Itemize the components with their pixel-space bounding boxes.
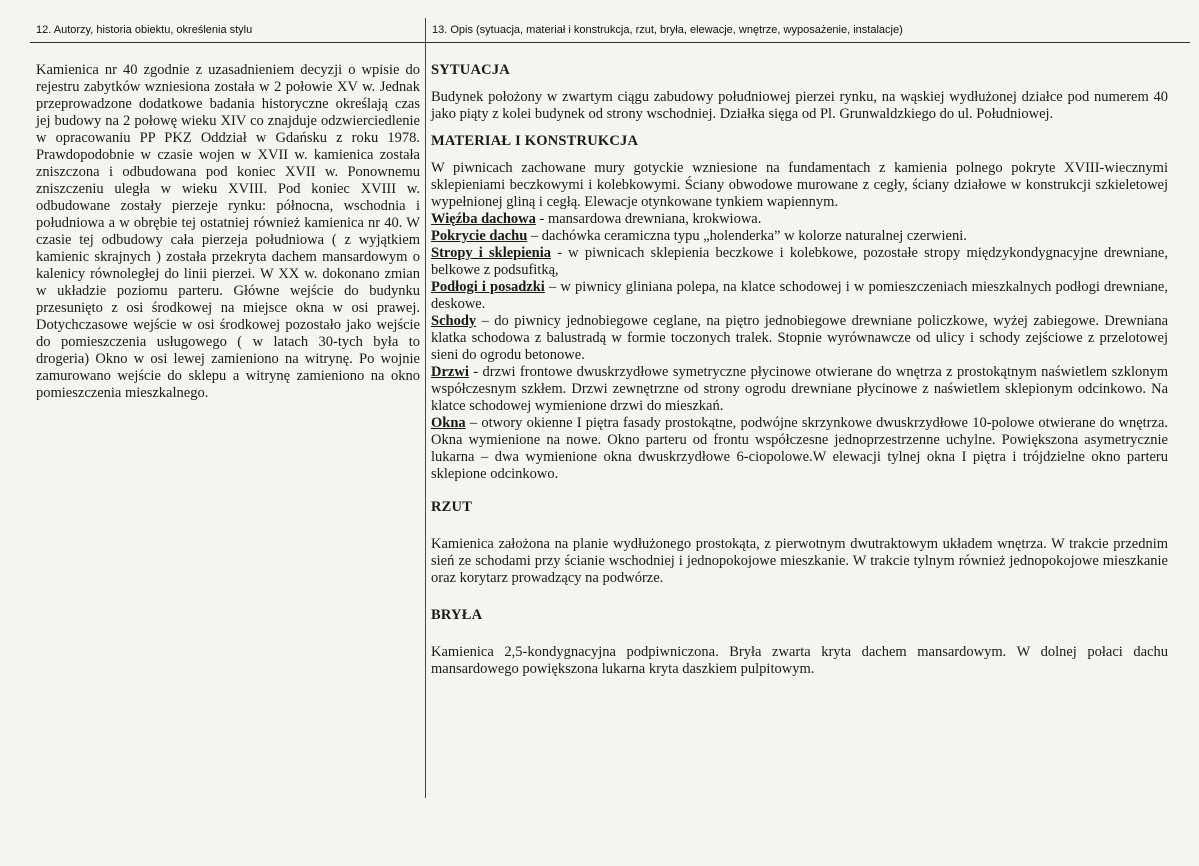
item-term: Pokrycie dachu	[431, 228, 528, 244]
section-title-sytuacja: SYTUACJA	[431, 62, 510, 78]
item-term: Więźba dachowa	[431, 211, 536, 227]
section-title-material: MATERIAŁ I KONSTRUKCJA	[431, 133, 639, 149]
item-term: Stropy i sklepienia	[431, 245, 552, 261]
item-term: Okna	[431, 415, 466, 431]
item-text: - w piwnicach sklepienia beczkowe i kolebkowe, pozostałe stropy międzykondygnacyjne drewniane, belkowe z podsufitką,	[431, 245, 1168, 278]
sytuacja-text: Budynek położony w zwartym ciągu zabudowy południowej pierzei rynku, na wąskiej wydłużonej działce pod numerem 40 jako piąty z kolei budynek od strony wschodniej. Działka sięga od Pl. Grunwaldzkiego do ul. Południowej.	[431, 89, 1168, 122]
column-divider	[425, 18, 426, 798]
item-schody	[431, 313, 1168, 364]
header-rule	[30, 42, 1190, 43]
item-drzwi	[431, 364, 1168, 415]
item-okna	[431, 415, 1168, 483]
item-podlogi	[431, 279, 1168, 313]
header-description: 13. Opis (sytuacja, materiał i konstrukcja, rzut, bryła, elewacje, wnętrze, wyposażenie, instalacje)	[432, 24, 903, 36]
item-wiezba	[431, 211, 1168, 228]
description-column	[431, 62, 1168, 688]
item-text: – do piwnicy jednobiegowe ceglane, na piętro jednobiegowe drewniane policzkowe, wyżej zabiegowe. Drewniana klatka schodowa z balustradą w formie toczonych tralek. Stopnie wyrównawcze od ulicy i schody zejściowe z przelotowej sieni do ogrodu betonowe.	[431, 313, 1168, 363]
section-title-bryla: BRYŁA	[431, 607, 483, 623]
section-title-rzut: RZUT	[431, 499, 473, 515]
history-text: Kamienica nr 40 zgodnie z uzasadnieniem decyzji o wpisie do rejestru zabytków wzniesiona została w 2 połowie XV w. Jednak przeprowadzone dodatkowe badania historyczne określają czas jej budowy na 2 połowę wieku XIV co znajduje odzwierciedlenie w opracowaniu PP PKZ Oddział w Gdańsku z roku 1978. Prawdopodobnie w czasie wojen w XVII w. kamienica została zniszczona i odbudowana pod koniec XVII w. Ponownemu zniszczeniu uległa w wieku XVIII. Pod koniec XVIII w. odbudowane zostały pierzeje rynku: północna, wschodnia i południowa a w obrębie tej ostatniej również kamienica nr 40. W czasie tej odbudowy cała pierzeja południowa ( z wyjątkiem kamienic skrajnych ) została przekryta dachem mansardowym o kalenicy równoległej do linii pierzei. W XX w. dokonano zmian w układzie poziomu parteru. Główne wejście do budynku przesunięto z osi środkowej na miejsce okna w osi prawej. Dotychczasowe wejście w osi środkowej pozostało jako wejście do pomieszczenia usługowego ( w latach 30-tych była to drogeria) Okno w osi lewej zamieniono na witrynę. Po wojnie zamurowano wejście do sklepu a witrynę zamieniono na okno pomieszczenia mieszkalnego.	[36, 62, 420, 401]
item-stropy	[431, 245, 1168, 279]
material-intro: W piwnicach zachowane mury gotyckie wzniesione na fundamentach z kamienia polnego pokryte XVIII-wiecznymi sklepieniami beczkowymi i kolebkowymi. Ściany obwodowe murowane z cegły, ściany działowe w konstrukcji szkieletowej wypełnionej gliną i cegłą. Elewacje otynkowane tynkiem wapiennym.	[431, 160, 1168, 210]
item-term: Podłogi i posadzki	[431, 279, 545, 295]
bryla-text: Kamienica 2,5-kondygnacyjna podpiwniczona. Bryła zwarta kryta dachem mansardowym. W dolnej połaci dachu mansardowego powiększona lukarna kryta daszkiem pulpitowym.	[431, 644, 1168, 677]
history-column	[36, 62, 420, 412]
item-text: – otwory okienne I piętra fasady prostokątne, podwójne skrzynkowe dwuskrzydłowe 10-polowe otwierane do wnętrza. Okna wymienione na nowe. Okno parteru od frontu współczesne jednoprzestrzenne uchylne. Powiększona asymetrycznie lukarna – dwa wymienione okna dwuskrzydłowe 6-ciopolowe.W elewacji tylnej okna I piętra i trójdzielne okno parteru sklepione odcinkowo.	[431, 415, 1168, 482]
header-history: 12. Autorzy, historia obiektu, określenia stylu	[36, 24, 253, 36]
item-text: - mansardowa drewniana, krokwiowa.	[535, 211, 762, 227]
item-term: Schody	[431, 313, 477, 329]
item-pokrycie	[431, 228, 1168, 245]
item-text: - drzwi frontowe dwuskrzydłowe symetryczne płycinowe otwierane do wnętrza z prostokątnym naświetlem szklonym współczesnym szkłem. Drzwi zewnętrzne od strony ogrodu drewniane płycinowe z naświetlem sklepionym odcinkowo. Na klatce schodowej wymienione drzwi do mieszkań.	[431, 364, 1168, 414]
item-term: Drzwi	[431, 364, 469, 380]
item-text: – dachówka ceramiczna typu „holenderka” w kolorze naturalnej czerwieni.	[527, 228, 967, 244]
item-text: – w piwnicy gliniana polepa, na klatce schodowej i w pomieszczeniach mieszkalnych podłogi drewniane, deskowe.	[431, 279, 1168, 312]
rzut-text: Kamienica założona na planie wydłużonego prostokąta, z pierwotnym dwutraktowym układem wnętrza. W trakcie przednim sień ze schodami przy ścianie wschodniej i jednopokojowe mieszkanie. W trakcie tylnym również jednopokojowe mieszkanie oraz korytarz prowadzący na podwórze.	[431, 536, 1168, 586]
